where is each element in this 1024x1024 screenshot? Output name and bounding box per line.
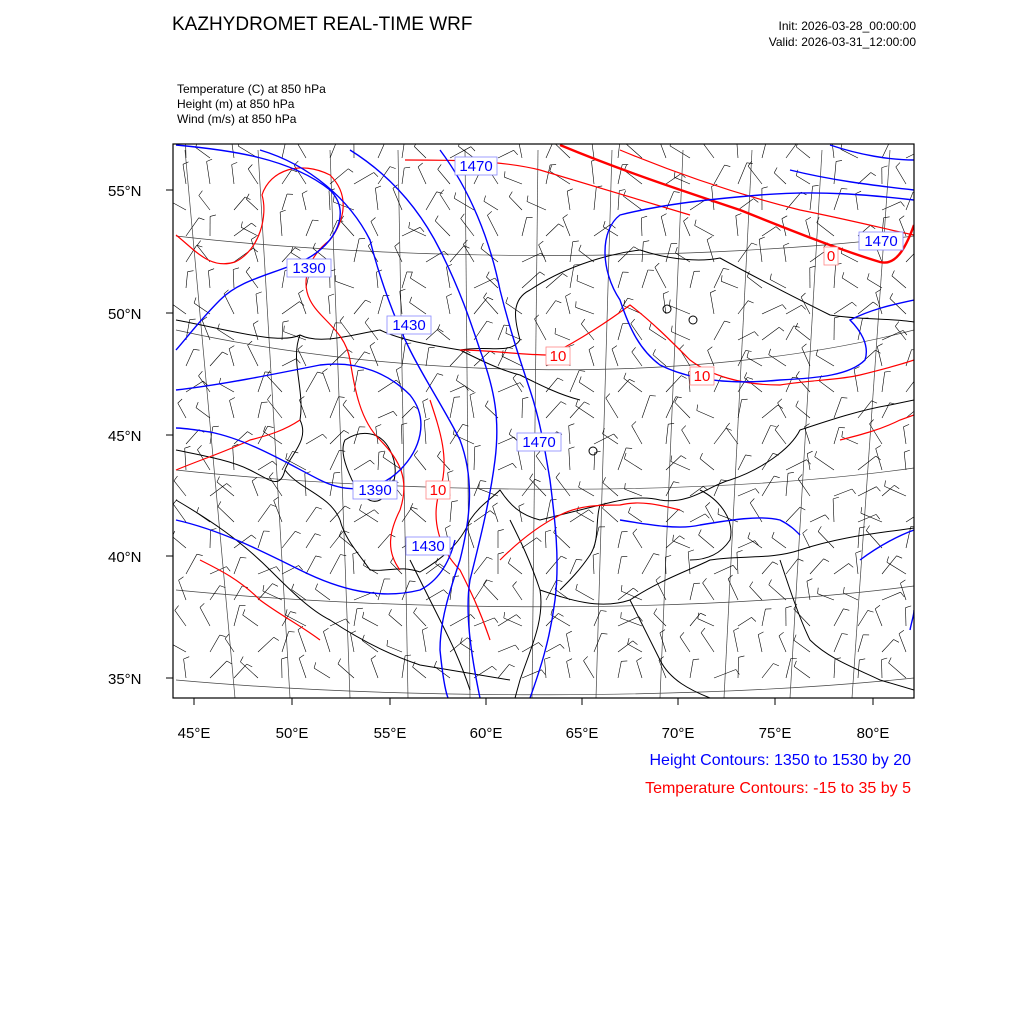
wind-barb-flag (592, 138, 598, 140)
height-contours-legend: Height Contours: 1350 to 1530 by 20 (649, 752, 911, 769)
temperature-contour-label: 10 (693, 368, 711, 385)
lon-tick-label: 70°E (661, 725, 695, 742)
wind-barb-flag (921, 247, 926, 250)
init-time: Init: 2026-03-28_00:00:00 (778, 19, 916, 33)
temperature-contour-label: 10 (429, 482, 447, 499)
variable-height: Height (m) at 850 hPa (177, 97, 295, 111)
wind-barb-flag (186, 136, 192, 138)
lon-tick-label: 80°E (856, 725, 890, 742)
lat-tick-label: 45°N (108, 428, 142, 445)
wind-barb-flag (700, 135, 704, 140)
lon-tick-label: 75°E (758, 725, 792, 742)
lon-tick-label: 55°E (373, 725, 407, 742)
lon-tick-label: 45°E (177, 725, 211, 742)
wind-barb-flag (336, 143, 342, 144)
map-title: KAZHYDROMET REAL-TIME WRF (172, 14, 473, 35)
wind-barb-flag (405, 138, 411, 139)
wind-barb-flag (917, 377, 923, 379)
wind-barb-flag (295, 135, 299, 139)
lat-tick-label: 40°N (108, 549, 142, 566)
wind-barb-flag (354, 139, 360, 141)
wind-barb-flag (737, 138, 743, 140)
lat-tick-label: 35°N (108, 671, 142, 688)
wind-barb-flag (620, 139, 626, 140)
lon-tick-label: 65°E (565, 725, 599, 742)
temperature-contour-label: 0 (826, 248, 836, 265)
wind-barb-flag (553, 141, 559, 142)
height-contour-label: 1390 (358, 482, 392, 499)
wind-barb-flag (891, 139, 897, 140)
wind-barb-flag (659, 137, 664, 141)
wind-barb-flag (170, 195, 172, 201)
wind-barb-flag (921, 405, 926, 408)
temperature-contour-label: 10 (549, 348, 567, 365)
lat-tick-label: 50°N (108, 306, 142, 323)
lat-tick-label: 55°N (108, 183, 142, 200)
height-contour-label: 1430 (392, 317, 426, 334)
wind-barb-flag (799, 141, 805, 143)
lon-tick-label: 60°E (469, 725, 503, 742)
wind-barb-flag (832, 139, 838, 141)
height-contour-label: 1470 (459, 158, 493, 175)
height-contour-label: 1390 (292, 260, 326, 277)
valid-time: Valid: 2026-03-31_12:00:00 (768, 35, 916, 49)
height-contour-label: 1470 (864, 233, 898, 250)
wind-barb-flag (231, 136, 237, 138)
wind-barb-flag (385, 142, 391, 143)
height-contour-label: 1470 (522, 434, 556, 451)
wind-barb-flag (925, 510, 930, 514)
map-background (173, 144, 914, 698)
wind-barb-flag (625, 138, 628, 143)
variable-wind: Wind (m/s) at 850 hPa (177, 112, 297, 126)
temperature-contours-legend: Temperature Contours: -15 to 35 by 5 (645, 780, 911, 797)
wind-barb-flag (518, 135, 523, 138)
height-contour-label: 1430 (411, 538, 445, 555)
lon-tick-label: 50°E (275, 725, 309, 742)
wind-barb-flag (553, 136, 556, 141)
wind-barb-flag (167, 636, 169, 642)
variable-temperature: Temperature (C) at 850 hPa (177, 82, 326, 96)
wind-barb-flag (923, 150, 927, 155)
